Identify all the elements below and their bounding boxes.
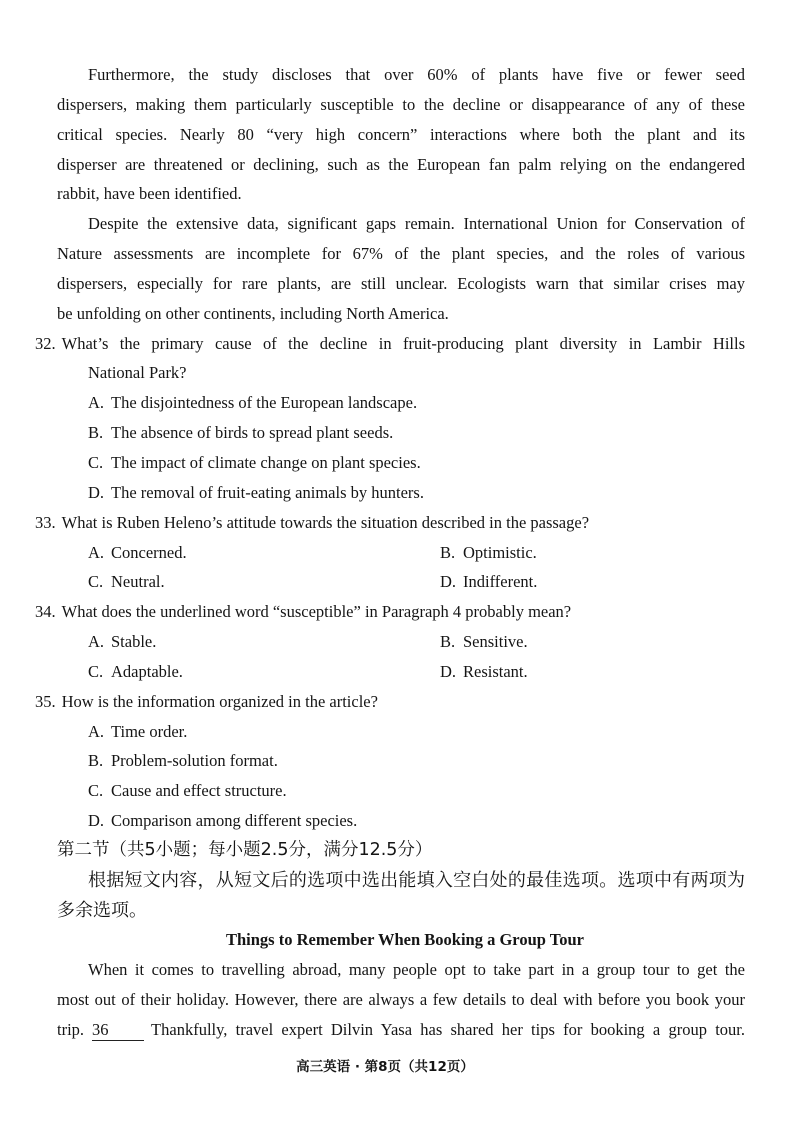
question-text: What does the underlined word “susceptible” in Paragraph 4 probably mean? (61, 602, 572, 622)
option-label: A. (88, 542, 105, 562)
question-text-continued: National Park? (88, 363, 187, 383)
option-text: Cause and effect structure. (111, 781, 287, 801)
passage-line: dispersers, especially for rare plants, are still unclear. Ecologists warn that similar crises may (57, 273, 745, 293)
option-text: Resistant. (463, 661, 528, 681)
question-text: How is the information organized in the article? (61, 691, 378, 711)
option-text: Adaptable. (111, 661, 183, 681)
option-label: D. (88, 811, 105, 831)
article-text: Thankfully, travel expert Dilvin Yasa has shared her tips for booking a group tour. (151, 1020, 745, 1039)
article-text: trip. (57, 1020, 85, 1039)
option-label: C. (88, 452, 104, 472)
question-number: 34. (35, 602, 56, 622)
option-text: Problem-solution format. (111, 751, 278, 771)
option-row (88, 806, 745, 836)
option-label: C. (88, 661, 104, 681)
option-row (88, 657, 745, 687)
option-row (88, 418, 745, 448)
option-row (88, 776, 745, 806)
option-label: B. (440, 542, 456, 562)
question-35 (35, 687, 745, 717)
option-row (88, 717, 745, 747)
question-text: What is Ruben Heleno’s attitude towards the situation described in the passage? (61, 512, 590, 532)
option (88, 657, 440, 687)
option (88, 567, 440, 597)
option-row (88, 448, 745, 478)
option-row (88, 478, 745, 508)
passage-line: disperser are threatened or declining, such as the European fan palm relying on the endangered (57, 154, 745, 174)
option-row (88, 538, 745, 568)
option-label: A. (88, 393, 105, 413)
option-text: Neutral. (111, 572, 165, 592)
option-text: Stable. (111, 632, 157, 652)
option-label: A. (88, 632, 105, 652)
option-text: Sensitive. (463, 632, 528, 652)
article-line: When it comes to travelling abroad, many people opt to take part in a group tour to get the (88, 960, 745, 980)
section-instruction: 多余选项。 (57, 899, 147, 921)
option-label: B. (88, 751, 104, 771)
option-text: The disjointedness of the European landscape. (111, 393, 418, 413)
option-text: Concerned. (111, 542, 187, 562)
passage-line: critical species. Nearly 80 “very high concern” interactions where both the plant and its (57, 124, 745, 144)
article-line: most out of their holiday. However, there are always a few details to deal with before you book your (57, 990, 745, 1010)
option-text: Indifferent. (463, 572, 538, 592)
option-row (88, 567, 745, 597)
passage-line: be unfolding on other continents, including North America. (57, 303, 449, 323)
option (440, 657, 528, 687)
option-text: The removal of fruit-eating animals by hunters. (111, 482, 424, 502)
option-text: Comparison among different species. (111, 811, 358, 831)
passage-line: Despite the extensive data, significant gaps remain. International Union for Conservation of (88, 214, 745, 234)
option (88, 538, 440, 568)
option-row (88, 627, 745, 657)
question-number: 35. (35, 691, 56, 711)
option-text: The absence of birds to spread plant seeds. (111, 423, 394, 443)
option (440, 567, 537, 597)
option-label: B. (440, 632, 456, 652)
exam-page (0, 60, 800, 1045)
passage-line: Furthermore, the study discloses that over 60% of plants have five or fewer seed (88, 65, 745, 84)
option-text: Optimistic. (463, 542, 537, 562)
option-text: The impact of climate change on plant species. (111, 452, 421, 472)
option-label: A. (88, 721, 105, 741)
answer-blank: 36 (92, 1020, 144, 1041)
option (88, 627, 440, 657)
option-label: C. (88, 781, 104, 801)
option-label: C. (88, 572, 104, 592)
option (440, 538, 537, 568)
option-row (88, 388, 745, 418)
question-text: What’s the primary cause of the decline in fruit-producing plant diversity in Lambir Hills (61, 333, 745, 353)
passage-line: Nature assessments are incomplete for 67% of the plant species, and the roles of various (57, 244, 745, 264)
page-footer: 高三英语 · 第8页（共12页） (296, 1059, 474, 1075)
question-number: 32. (35, 333, 56, 353)
option-row (88, 746, 745, 776)
option-label: D. (440, 572, 457, 592)
section-heading: 第二节（共5小题；每小题2.5分，满分12.5分） (57, 839, 433, 860)
passage-line: dispersers, making them particularly susceptible to the decline or disappearance of any of these (57, 94, 745, 114)
question-32 (35, 329, 745, 359)
option-label: B. (88, 423, 104, 443)
question-33 (35, 508, 745, 538)
passage-line: rabbit, have been identified. (57, 184, 242, 204)
article-line-with-blank (57, 1015, 745, 1045)
option (440, 627, 528, 657)
option-label: D. (88, 482, 105, 502)
option-text: Time order. (111, 721, 188, 741)
option-label: D. (440, 661, 457, 681)
question-34 (35, 597, 745, 627)
section-instruction: 根据短文内容，从短文后的选项中选出能填入空白处的最佳选项。选项中有两项为 (88, 869, 745, 891)
article-title: Things to Remember When Booking a Group Tour (225, 930, 585, 950)
question-number: 33. (35, 512, 56, 532)
